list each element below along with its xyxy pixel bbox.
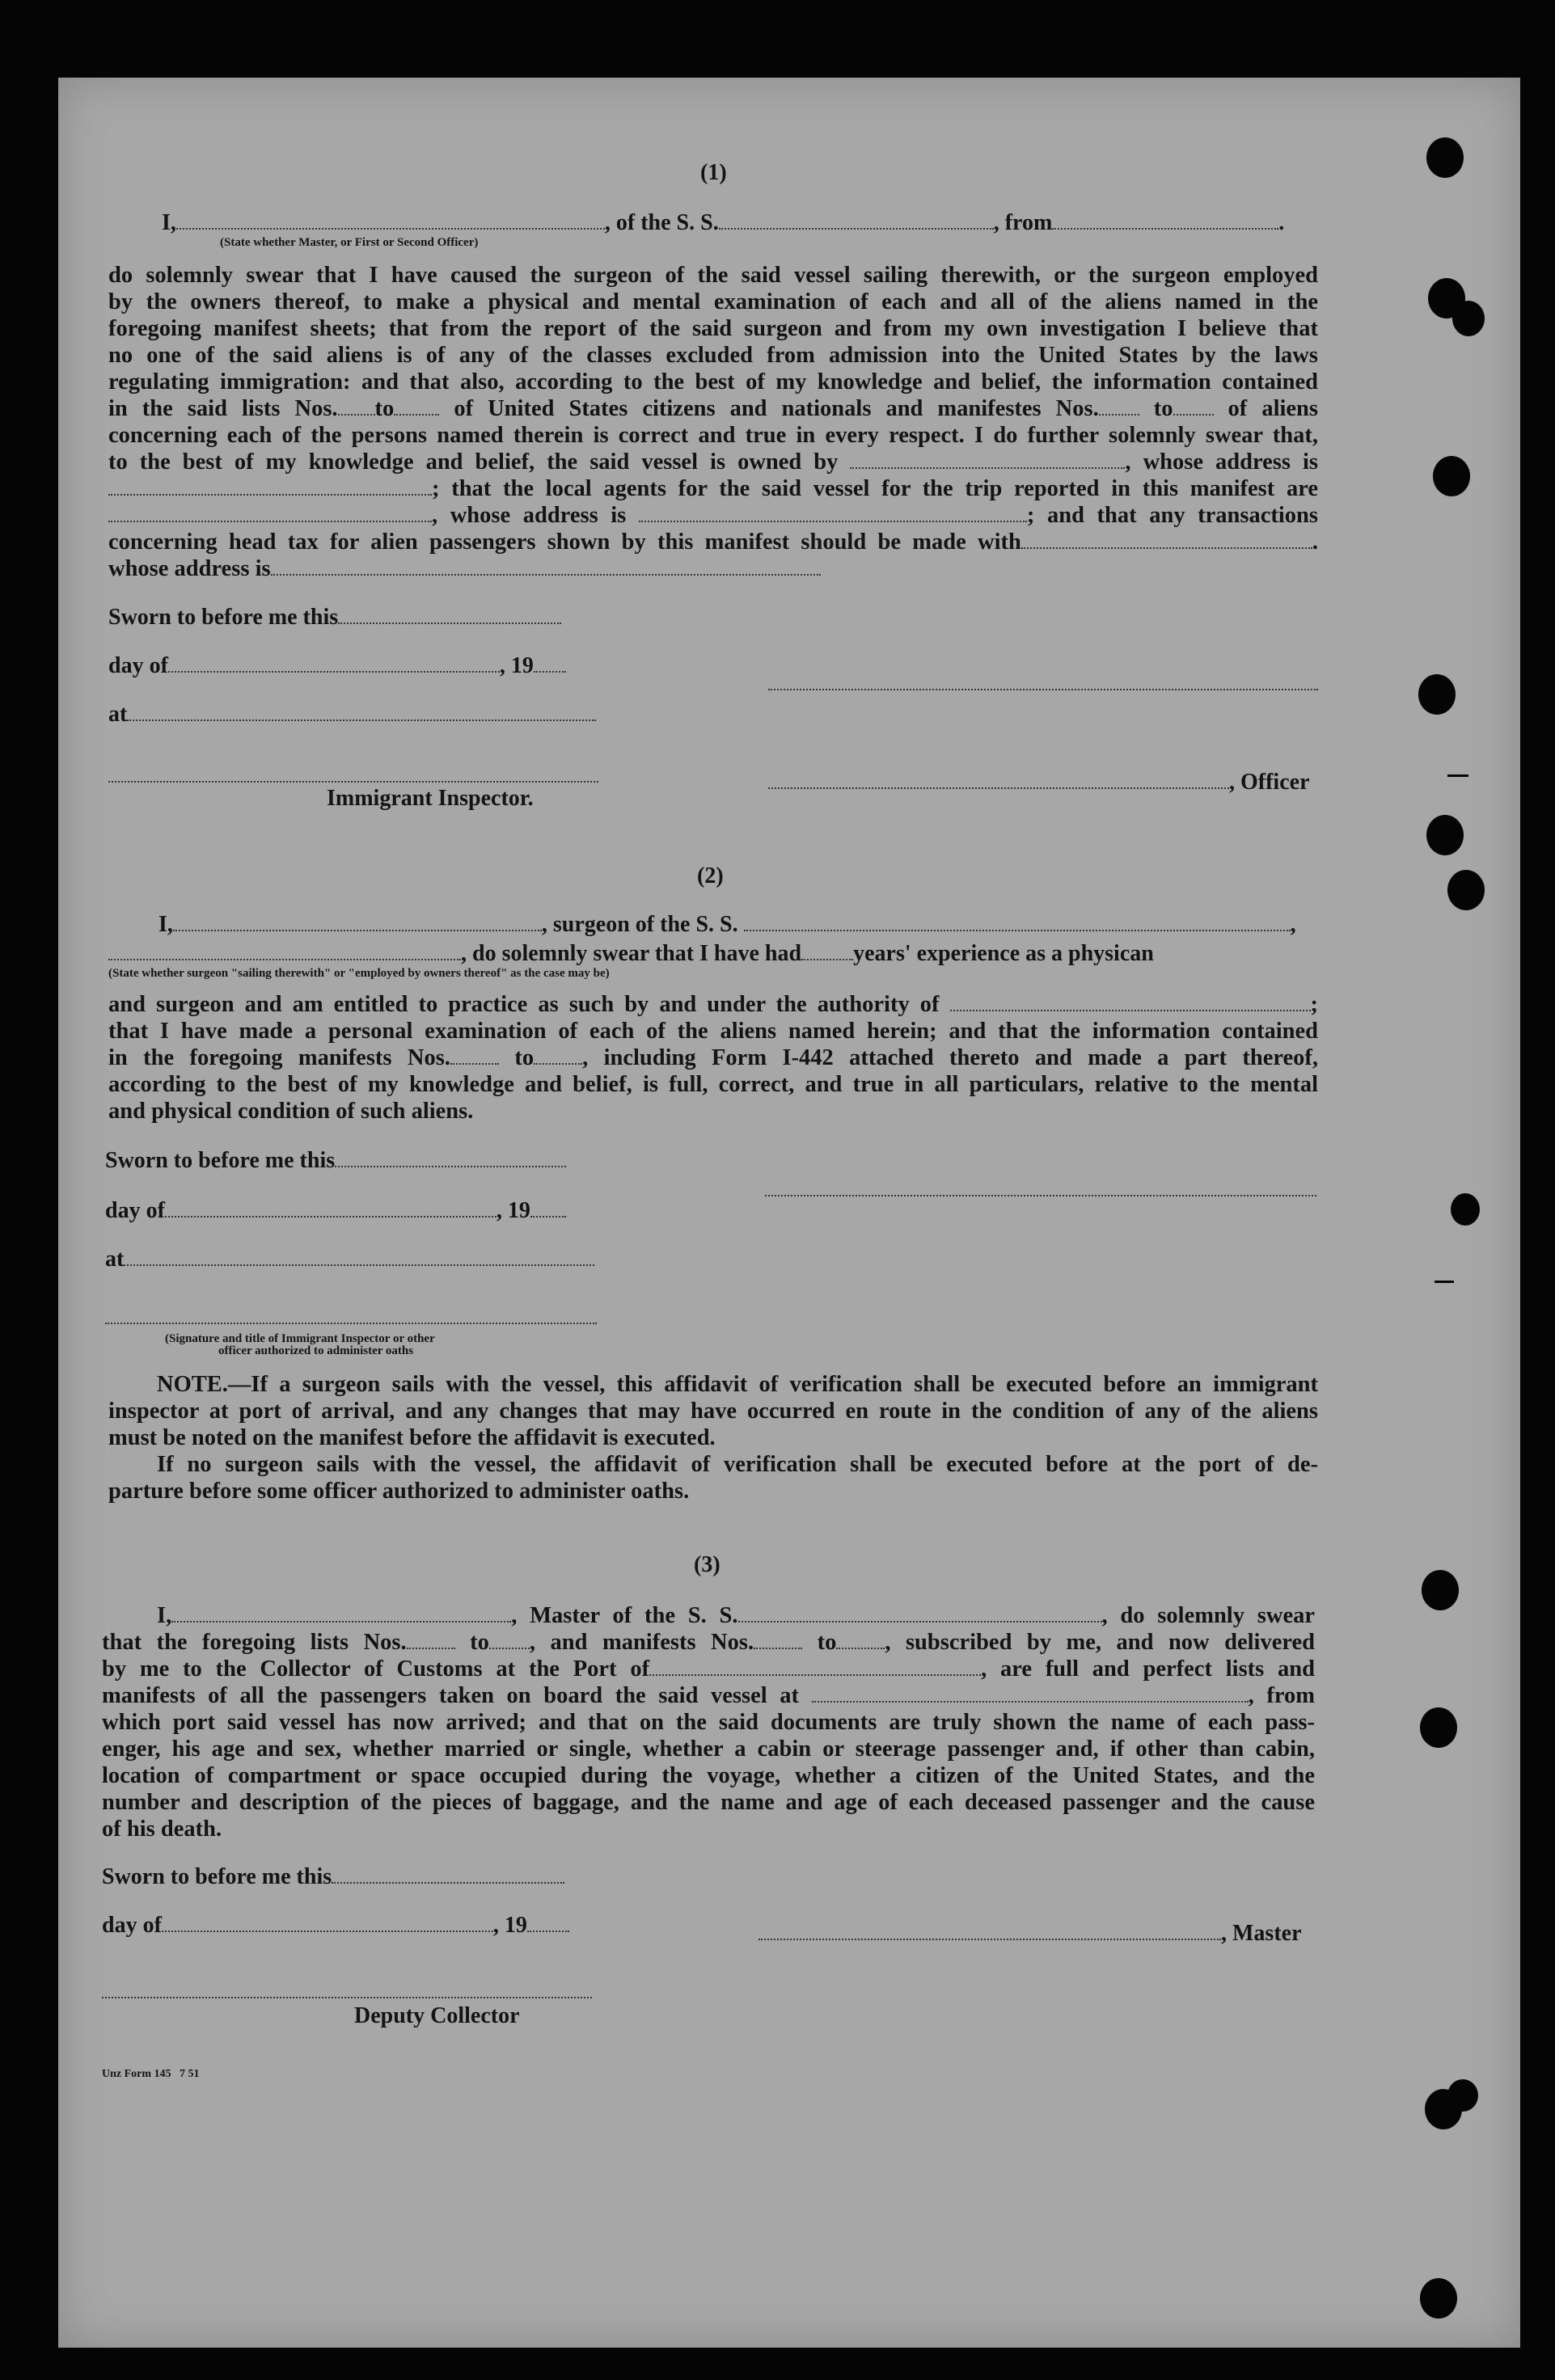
lists-from-field[interactable] xyxy=(338,396,375,416)
s2-signature-inspector-line[interactable] xyxy=(105,1323,597,1324)
s2-signature-line[interactable] xyxy=(765,1195,1316,1196)
s2-sig-caption-2: officer authorized to administer oaths xyxy=(218,1344,414,1357)
s1-year-field[interactable] xyxy=(534,653,566,673)
punch-hole xyxy=(1420,1707,1457,1748)
s1-day: day of , 19 xyxy=(108,653,566,677)
s2-at-field[interactable] xyxy=(124,1247,594,1266)
s2-day: day of , 19 xyxy=(105,1198,566,1222)
section-1-number: (1) xyxy=(700,160,727,185)
punch-hole xyxy=(1426,815,1464,855)
note-paragraph: NOTE.—If a surgeon sails with the vessel, this affidavit of verification shall be executed before an immigrant inspector at port of arrival, and any changes that may have occurred en route in the condition of any of the aliens must be noted on the manifest before the affidavit is executed. If no surgeon sails with the vessel, the affidavit of verification shall be executed before at the port of de- parture before some officer authorized to administer oaths. xyxy=(108,1372,1318,1504)
s3-port-field[interactable] xyxy=(649,1656,981,1676)
s3-manifests-to-field[interactable] xyxy=(836,1630,885,1649)
punch-hole xyxy=(1418,674,1456,715)
form-id: Unz Form 145 7 51 xyxy=(102,2068,200,2080)
s1-caption: (State whether Master, or First or Second Officer) xyxy=(220,236,479,249)
s3-collector-label: Deputy Collector xyxy=(354,2003,520,2028)
s1-sworn: Sworn to before me this xyxy=(108,605,561,629)
s2-type-field[interactable] xyxy=(108,941,461,960)
s3-departure-field[interactable] xyxy=(812,1683,1249,1703)
s3-collector-line[interactable] xyxy=(102,1997,592,1998)
punch-hole xyxy=(1426,137,1464,178)
punch-hole xyxy=(1420,2278,1457,2319)
s3-year-field[interactable] xyxy=(527,1913,569,1932)
s2-manifests-to-field[interactable] xyxy=(534,1045,582,1065)
s1-at: at xyxy=(108,702,596,726)
name-field[interactable] xyxy=(176,210,605,230)
s3-sworn: Sworn to before me this xyxy=(102,1864,564,1888)
s2-line1: I, , surgeon of the S. S. , xyxy=(158,912,1296,937)
paper-mark xyxy=(1435,1281,1454,1283)
headtax-address-field[interactable] xyxy=(271,556,821,576)
lists-to-field[interactable] xyxy=(394,396,439,416)
owner-field[interactable] xyxy=(850,449,1125,469)
s2-day-field[interactable] xyxy=(165,1198,497,1217)
s2-paragraph: and surgeon and am entitled to practice as such by and under the authority of ; that I have made a personal examination of each of the aliens named herein; and that the information contained in the foregoing manifests Nos. to , including Form I-442 attached thereto and made a part thereof, according to the best of my knowledge and belief, is full, correct, and true in all particulars, relative to the mental and physical condition of such aliens. xyxy=(108,992,1318,1124)
s1-inspector-label: Immigrant Inspector. xyxy=(327,786,534,811)
section-2-number: (2) xyxy=(697,863,724,888)
s3-lists-from-field[interactable] xyxy=(407,1630,455,1649)
headtax-field[interactable] xyxy=(1021,530,1312,549)
s3-name-field[interactable] xyxy=(171,1603,511,1623)
agents-field[interactable] xyxy=(108,503,432,522)
s1-paragraph: do solemnly swear that I have caused the surgeon of the said vessel sailing therewith, or the surgeon employed by the owners thereof, to make a physical and mental examination of each and all of the aliens named in the foregoing manifest sheets; that from the report of the said surgeon and from my own investigation I believe that no one of the said aliens is of any of the classes excluded from admission into the United States by the laws regulating immigration: and that also, according to the best of my knowledge and belief, the information contained in the said lists Nos. to of United States citizens and nationals and manifestes Nos. to of aliens concerning each of the persons named therein is correct and true in every respect. I do further solemnly swear that, to the best of my knowledge and belief, the said vessel is owned by , whose address is ; that the local agents for the said vessel for the trip reported in this manifest are , whose address is ; and that any transactions concerning head tax for alien passengers shown by this manifest should be made with . whose address is xyxy=(108,263,1318,581)
s1-signature-line[interactable] xyxy=(768,689,1318,690)
s2-years-field[interactable] xyxy=(801,941,853,960)
s2-manifests-from-field[interactable] xyxy=(450,1045,499,1065)
punch-hole xyxy=(1452,301,1485,336)
from-field[interactable] xyxy=(1052,210,1278,230)
s3-paragraph: I, , Master of the S. S. , do solemnly swear that the foregoing lists Nos. to , and manifests Nos. to , subscribed by me, and now delivered by me to the Collector of Customs at the Port of , are full and perfect lists and manifests of all the passengers taken on board the said vessel at , from which port said vessel has now arrived; and that on the said documents are truly shown the name of each pass- enger, his age and sex, whether married or single, whether a cabin or steerage passenger and, if other than cabin, location of compartment or space occupied during the voyage, whether a citizen of the United States, and the number and description of the pieces of baggage, and the name and age of each deceased passenger and the cause of his death. xyxy=(102,1603,1316,1842)
punch-hole xyxy=(1447,870,1485,910)
s2-year-field[interactable] xyxy=(530,1198,566,1217)
section-3-number: (3) xyxy=(694,1552,720,1577)
vessel-field[interactable] xyxy=(719,210,994,230)
manifests-to-field[interactable] xyxy=(1173,396,1214,416)
s3-lists-to-field[interactable] xyxy=(489,1630,530,1649)
manifests-from-field[interactable] xyxy=(1099,396,1139,416)
s2-sworn: Sworn to before me this xyxy=(105,1148,566,1172)
s3-day: day of , 19 xyxy=(102,1913,569,1937)
s2-name-field[interactable] xyxy=(173,912,542,931)
s1-line1: I, , of the S. S. , from . xyxy=(162,210,1285,235)
s3-master-field[interactable] xyxy=(758,1921,1221,1940)
s1-sworn-field[interactable] xyxy=(338,605,561,624)
punch-hole xyxy=(1451,1193,1480,1226)
s1-day-field[interactable] xyxy=(168,653,500,673)
punch-hole xyxy=(1433,456,1470,496)
s3-master: , Master xyxy=(758,1921,1302,1945)
s1-inspector-line[interactable] xyxy=(108,781,598,783)
s2-authority-field[interactable] xyxy=(950,992,1311,1011)
s3-day-field[interactable] xyxy=(162,1913,493,1932)
agents-address-field[interactable] xyxy=(639,503,1027,522)
s1-at-field[interactable] xyxy=(127,702,596,721)
punch-hole xyxy=(1447,2079,1478,2112)
s2-sworn-field[interactable] xyxy=(335,1148,566,1167)
s2-line2: , do solemnly swear that I have had years' experience as a physican xyxy=(108,941,1154,965)
s1-officer-field[interactable] xyxy=(768,770,1229,789)
owner-address-field[interactable] xyxy=(108,476,432,496)
paper-mark xyxy=(1447,774,1468,777)
s2-vessel-field[interactable] xyxy=(744,912,1291,931)
s3-manifests-from-field[interactable] xyxy=(754,1630,802,1649)
s2-at: at xyxy=(105,1247,594,1271)
s2-sig-caption-1: (Signature and title of Immigrant Inspector or other xyxy=(165,1332,435,1345)
punch-hole xyxy=(1422,1570,1459,1610)
s2-caption: (State whether surgeon "sailing therewith" or "employed by owners thereof" as the case may be) xyxy=(108,967,610,980)
s1-officer: , Officer xyxy=(768,770,1310,794)
s3-vessel-field[interactable] xyxy=(738,1603,1102,1623)
s3-sworn-field[interactable] xyxy=(332,1864,564,1884)
